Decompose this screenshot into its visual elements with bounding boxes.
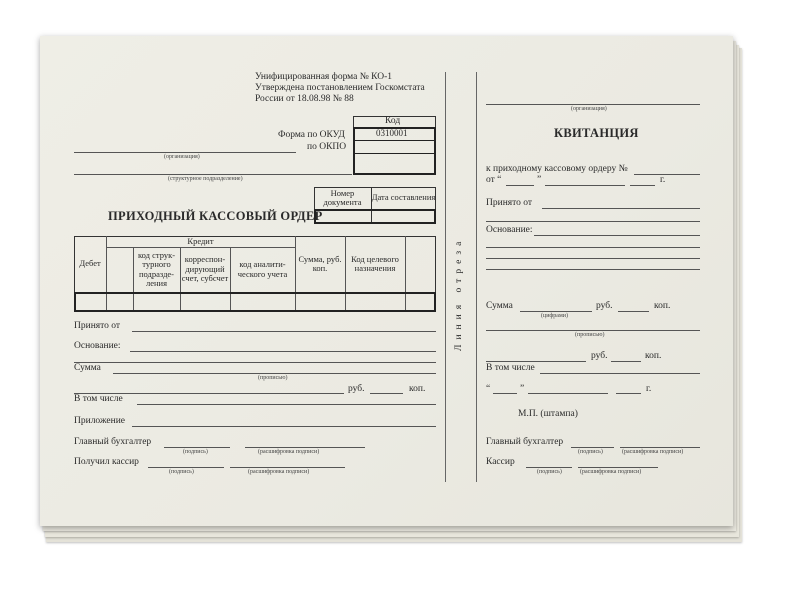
receipt-organization-line [486,104,700,105]
accepted-from-label: Принято от [74,321,121,331]
cashier-decoding-line [230,467,345,468]
receipt-basis-line [486,258,700,259]
form-header-line3: России от 18.08.98 № 88 [255,94,354,104]
receipt-sum-words-line-2 [486,361,586,362]
chief-accountant-label: Главный бухгалтер [74,437,152,447]
receipt-digits-caption: (цифрами) [541,313,568,319]
decoding-caption: (расшифровка подписи) [258,449,320,455]
doc-number-date-values [314,209,436,224]
receipt-cashier-signature-line [526,467,572,468]
receipt-from-label: от “ [486,175,502,185]
receipt-chief-decoding-line [620,447,700,448]
receipt-sum-words-line [486,330,700,331]
receipt-order-number-line [634,174,700,175]
receipt-words-caption: (прописью) [575,332,605,338]
attachment-line [132,426,436,427]
receipt-kop-label-2: коп. [645,351,662,361]
debit-header: Дебет [79,258,101,269]
code-label: Код [385,116,401,126]
credit-header: Кредит [187,235,214,246]
receipt-title: КВИТАНЦИЯ [554,126,639,140]
receipt-date-year-line [616,393,641,394]
receipt-organization-caption: (организация) [571,106,607,112]
kop-label: коп. [409,384,426,394]
receipt-to-order-label: к приходному кассовому ордеру № [486,164,628,174]
okpo-label: по ОКПО [307,142,347,152]
receipt-sum-digits-line [520,311,592,312]
signature-caption: (подпись) [183,449,208,455]
receipt-accepted-from-label: Принято от [486,198,533,208]
code-divider [355,153,434,154]
receipt-including-line [540,373,700,374]
receipt-decoding-caption: (расшифровка подписи) [622,449,684,455]
receipt-month-line [545,185,625,186]
okud-label: Форма по ОКУД [278,130,345,140]
receipt-basis-line [486,269,700,270]
sum-in-words-caption: (прописью) [258,375,288,381]
receipt-date-day-line [493,393,517,394]
kop-line [370,393,403,394]
form-header-line2: Утверждена постановлением Госкомстата [255,83,425,93]
cashier-signature-line [148,467,224,468]
subdivision-line [74,174,352,175]
okud-value: 0310001 [376,128,408,138]
accepted-from-line [132,331,436,332]
doc-number-label: Номер документа [323,187,362,207]
cash-receipt-form [40,36,733,526]
receipt-stamp-label: М.П. (штампа) [518,409,578,419]
receipt-sum-label: Сумма [486,301,513,311]
receipt-date-close: ” [520,384,525,394]
chief-signature-line [164,447,230,448]
basis-label: Основание: [74,341,121,351]
receipt-date-open: “ [486,384,491,394]
order-title: ПРИХОДНЫЙ КАССОВЫЙ ОРДЕР [108,209,323,223]
doc-date-label: Дата составления [371,192,436,203]
subdivision-code-header: код струк- турного подразде- ления [137,249,176,288]
form-header-line1: Унифицированная форма № КО-1 [255,72,393,82]
basis-line [74,362,436,363]
receipt-kop-line-2 [611,361,641,362]
receipt-basis-line [534,235,700,236]
receipt-rub-label-2: руб. [591,351,608,361]
receipt-chief-signature-line [571,447,614,448]
rub-label: руб. [348,384,365,394]
receipt-accepted-from-line-2 [486,221,700,222]
organization-line [74,152,296,153]
receipt-decoding-caption: (расшифровка подписи) [580,469,642,475]
subdivision-caption: (структурное подразделение) [168,176,243,182]
code-divider [355,140,434,141]
receipt-quote-close: ” [537,175,542,185]
receipt-accepted-from-line [542,208,700,209]
sum-line [113,373,436,374]
receipt-date-year-label: г. [646,384,652,394]
cut-line-label: Линия отреза [454,236,464,351]
receipt-signature-caption: (подпись) [578,449,603,455]
receipt-year-label: г. [660,175,666,185]
sum-header: Сумма, руб. коп. [298,253,342,273]
corresponding-account-header: корреспон- дирующий счет, субсчет [181,254,229,284]
receipt-basis-line [486,247,700,248]
received-cashier-label: Получил кассир [74,457,139,467]
signature-caption: (подпись) [169,469,194,475]
attachment-label: Приложение [74,416,125,426]
chief-decoding-line [245,447,365,448]
cut-line-left [445,72,446,482]
receipt-year-line [630,185,655,186]
analytic-code-header: код аналити- ческого учета [237,259,288,279]
including-line [137,404,436,405]
receipt-kop-label: коп. [654,301,671,311]
organization-caption: (организация) [164,154,200,160]
receipt-kop-line [618,311,649,312]
receipt-rub-label: руб. [596,301,613,311]
purpose-code-header: Код целевого назначения [351,253,399,273]
including-label: В том числе [74,394,123,404]
receipt-signature-caption: (подпись) [537,469,562,475]
receipt-cashier-decoding-line [578,467,658,468]
sum-label: Сумма [74,363,101,373]
receipt-chief-accountant-label: Главный бухгалтер [486,437,564,447]
receipt-basis-label: Основание: [486,225,533,235]
cut-line-right [476,72,477,482]
receipt-day-line [506,185,534,186]
receipt-cashier-label: Кассир [486,457,515,467]
decoding-caption: (расшифровка подписи) [248,469,310,475]
ledger-table-value-row [74,292,436,312]
receipt-date-month-line [528,393,608,394]
receipt-including-label: В том числе [486,363,535,373]
basis-line [130,351,436,352]
